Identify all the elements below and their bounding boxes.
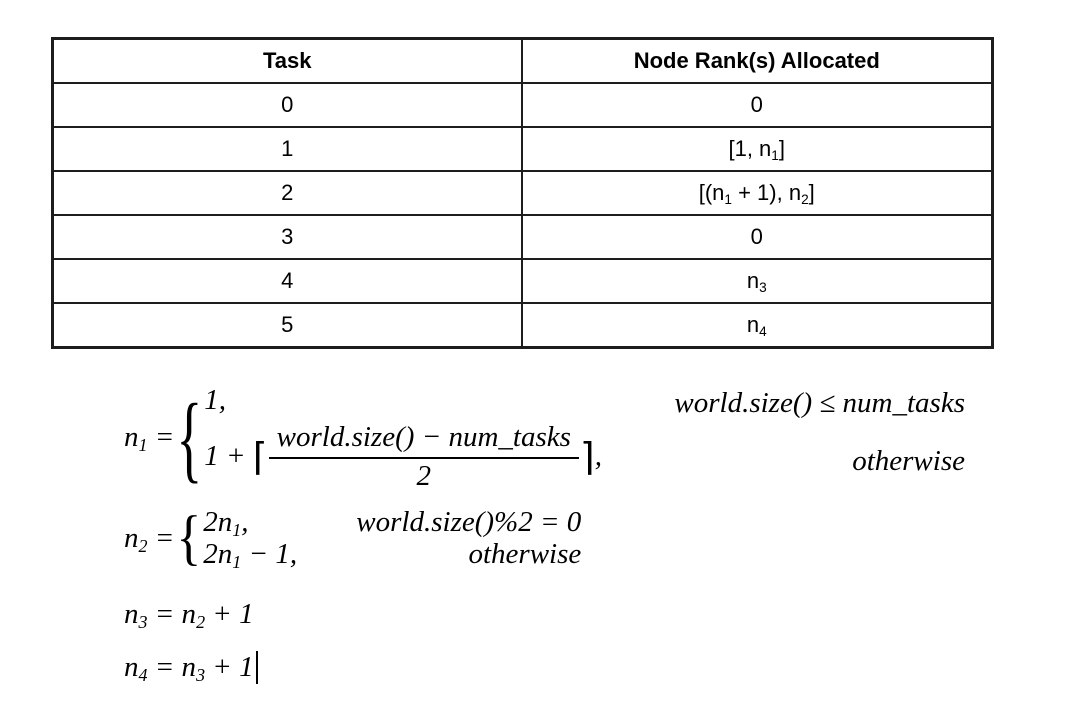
table-cell-ranks: 0 [522,215,993,259]
fraction-numerator: world.size() − num_tasks [269,422,579,459]
table-header-task: Task [53,39,522,84]
formula-n1-case2-prefix: 1 + [204,440,253,473]
table-cell-ranks: [$(n_1 + 1)$, $n_2$] [522,171,993,215]
text-caret [256,651,258,684]
table-row [53,83,993,127]
table-row [53,259,993,303]
table-cell-ranks: [1, $n_1$] [522,127,993,171]
left-brace: { [176,383,203,492]
right-ceiling-bracket: ⌉ [579,435,595,480]
formula-n2-case2-value: $2n_1 - 1$, [203,537,298,572]
table-cell-task: 0 [53,83,522,127]
fraction-denominator: 2 [416,459,432,492]
formula-n1-lhs: $n_1$ = [124,420,175,455]
formula-n2-lhs: $n_2$ = [124,521,175,556]
table-cell-ranks: 0 [522,83,993,127]
formula-n1-condition1: world.size() ≤ num_tasks [674,387,965,419]
formula-n1-condition2: otherwise [852,445,965,477]
table-cell-task: 2 [53,171,522,215]
formula-n1-trailing-comma: , [594,440,602,473]
formula-n2-case2 [203,539,581,571]
table-cell-task: 4 [53,259,522,303]
table-row [53,127,993,171]
formula-n2-case1-value: $2n_1$, [203,506,249,541]
formula-n4-text: $n_4 = n_3 + 1$ [124,650,254,685]
table-cell-ranks: $n_3$ [522,259,993,303]
table-row [53,171,993,215]
formula-n1 [124,383,602,493]
formula-n2-case1 [203,507,581,539]
formula-n3: $n_3 = n_2 + 1$ [124,598,254,633]
table-cell-ranks: $n_4$ [522,303,993,348]
table-row [53,215,993,259]
formula-n2-cases [203,507,581,571]
table-row [53,303,993,348]
formula-n1-case2-value [204,422,602,493]
formula-n2-condition1: world.size()%2 = 0 [356,506,582,538]
formula-n1-cases [204,383,602,493]
formula-n2 [124,504,582,572]
fraction [269,422,579,493]
left-ceiling-bracket: ⌈ [252,435,268,480]
formula-n4 [124,651,258,684]
formula-n2-condition2: otherwise [468,537,582,570]
table-header-node-ranks: Node Rank(s) Allocated [522,39,993,84]
table-cell-task: 1 [53,127,522,171]
left-brace: { [176,504,202,572]
formula-n1-case1-value: 1, [204,384,226,416]
table-cell-task: 5 [53,303,522,348]
task-allocation-table [51,37,994,349]
table-header-row [53,39,993,84]
table-cell-task: 3 [53,215,522,259]
